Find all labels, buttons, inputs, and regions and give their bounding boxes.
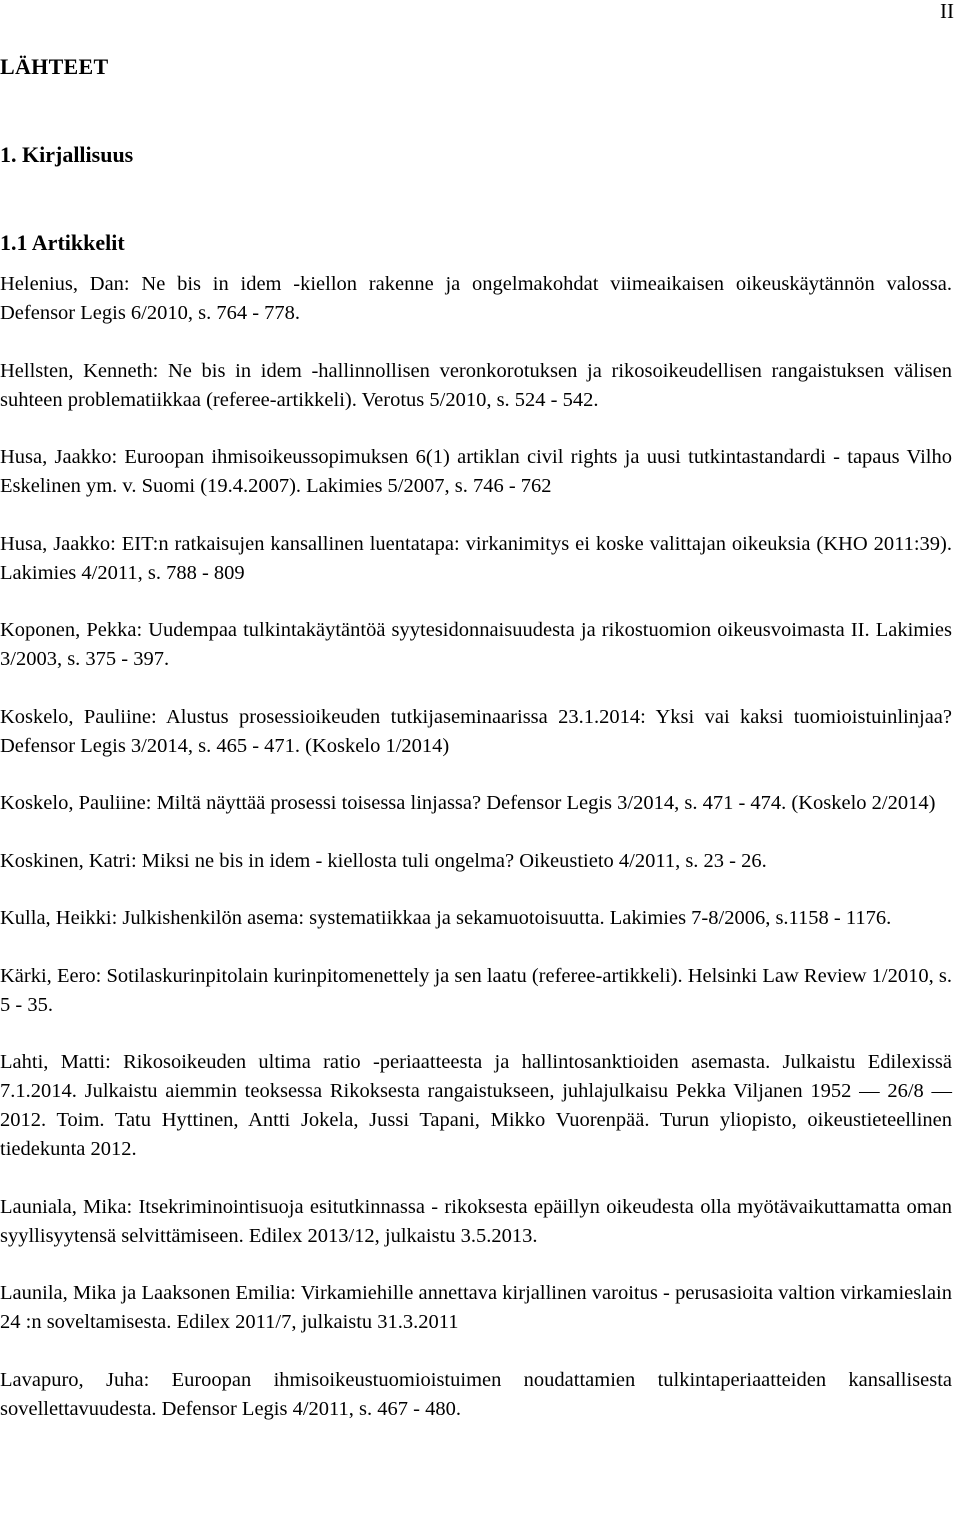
reference-item: Husa, Jaakko: Euroopan ihmisoikeussopimuksen 6(1) artiklan civil rights ja uusi tutkintastandardi - tapaus Vilho Eskelinen ym. v. Suomi (19.4.2007). Lakimies 5/2007, s. 746 - 762: [0, 446, 952, 497]
section-heading: 1. Kirjallisuus: [0, 142, 134, 167]
reference-item: Koponen, Pekka: Uudempaa tulkintakäytäntöä syytesidonnaisuudesta ja rikostuomion oikeusvoimasta II. Lakimies 3/2003, s. 375 - 397.: [0, 619, 952, 670]
reference-item: Helenius, Dan: Ne bis in idem -kiellon rakenne ja ongelmakohdat viimeaikaisen oikeuskäytännön valossa. Defensor Legis 6/2010, s. 764 - 778.: [0, 273, 952, 324]
reference-item: Hellsten, Kenneth: Ne bis in idem -hallinnollisen veronkorotuksen ja rikosoikeudellisen rangaistuksen välisen suhteen problematiikkaa (referee-artikkeli). Verotus 5/2010, s. 524 - 542.: [0, 359, 952, 411]
reference-item: Koskinen, Katri: Miksi ne bis in idem - kiellosta tuli ongelma? Oikeustieto 4/2011, s. 23 - 26.: [0, 849, 767, 872]
reference-item: Launila, Mika ja Laaksonen Emilia: Virkamiehille annettava kirjallinen varoitus - perusasioita valtion virkamieslain 24 :n soveltamisesta. Edilex 2011/7, julkaistu 31.3.2011: [0, 1282, 952, 1333]
page-title: LÄHTEET: [0, 54, 109, 79]
reference-item: Koskelo, Pauliine: Alustus prosessioikeuden tutkijaseminaarissa 23.1.2014: Yksi vai kaksi tuomioistuinlinjaa? Defensor Legis 3/2014, s. 465 - 471. (Koskelo 1/2014): [0, 705, 952, 757]
reference-item: Kulla, Heikki: Julkishenkilön asema: systematiikkaa ja sekamuotoisuutta. Lakimies 7-8/2006, s.1158 - 1176.: [0, 907, 892, 929]
reference-item: Lahti, Matti: Rikosoikeuden ultima ratio -periaatteesta ja hallintosanktioiden asemasta. Julkaistu Edilexissä 7.1.2014. Julkaistu aiemmin teoksessa Rikoksesta rangaistukseen, juhlajulkaisu Pekka Viljanen 1952 — 26/8 — 2012. Toim. Tatu Hyttinen, Antti Jokela, Jussi Tapani, Mikko Vuorenpää. Turun yliopisto, oikeustieteellinen tiedekunta 2012.: [0, 1051, 952, 1160]
reference-item: Husa, Jaakko: EIT:n ratkaisujen kansallinen luentatapa: virkanimitys ei koske valittajan oikeuksia (KHO 2011:39). Lakimies 4/2011, s. 788 - 809: [0, 532, 952, 584]
reference-item: Lavapuro, Juha: Euroopan ihmisoikeustuomioistuimen noudattamien tulkintaperiaatteiden kansallisesta sovellettavuudesta. Defensor Legis 4/2011, s. 467 - 480.: [0, 1368, 952, 1420]
reference-item: Kärki, Eero: Sotilaskurinpitolain kurinpitomenettely ja sen laatu (referee-artikkeli). Helsinki Law Review 1/2010, s. 5 - 35.: [0, 964, 952, 1016]
reference-item: Launiala, Mika: Itsekriminointisuoja esitutkinnassa - rikoksesta epäillyn oikeudesta olla myötävaikuttamatta oman syyllisyytensä selvittämiseen. Edilex 2013/12, julkaistu 3.5.2013.: [0, 1195, 952, 1247]
subsection-heading: 1.1 Artikkelit: [0, 230, 125, 255]
page-number: II: [940, 0, 954, 23]
reference-list: [0, 270, 952, 1452]
reference-item: Koskelo, Pauliine: Miltä näyttää prosessi toisessa linjassa? Defensor Legis 3/2014, s. 471 - 474. (Koskelo 2/2014): [0, 792, 936, 814]
